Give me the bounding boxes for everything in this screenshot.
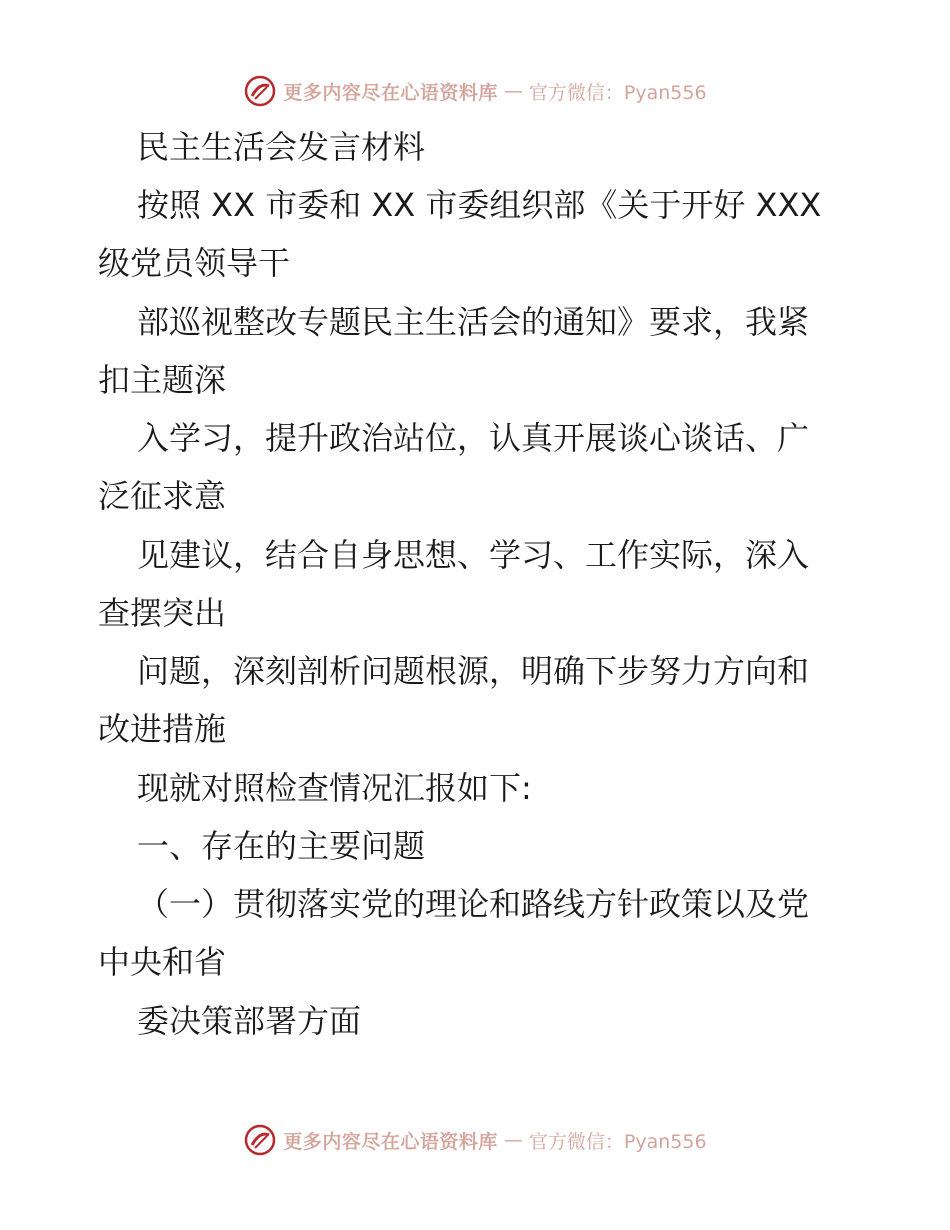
document-title: 民主生活会发言材料 [137,128,426,166]
watermark-text: 更多内容尽在心语资料库 [283,1130,498,1153]
paragraph-line: 扣主题深 [98,361,227,399]
watermark-wechat: 官方微信：Pyan556 [528,1130,707,1153]
section-heading: 一、存在的主要问题 [137,827,426,865]
watermark-dash: — [503,1129,523,1151]
watermark-logo-icon [243,1123,277,1157]
paragraph-line: 查摆突出 [98,594,227,632]
paragraph-line: 现就对照检查情况汇报如下: [137,769,532,807]
subsection-heading-cont: 委决策部署方面 [137,1002,362,1040]
subsection-heading-cont: 中央和省 [98,943,227,981]
paragraph-line: 见建议，结合自身思想、学习、工作实际，深入 [137,536,810,574]
paragraph-line: 级党员领导干 [98,244,291,282]
footer-watermark [0,1120,950,1160]
paragraph-line: 改进措施 [98,710,227,748]
paragraph-line: 泛征求意 [98,477,227,515]
watermark-wechat: 官方微信：Pyan556 [528,81,707,104]
paragraph-line: 部巡视整改专题民主生活会的通知》要求，我紧 [137,303,810,341]
watermark-text: 更多内容尽在心语资料库 [283,81,498,104]
subsection-heading: （一）贯彻落实党的理论和路线方针政策以及党 [137,885,810,923]
watermark-dash: — [503,80,523,102]
paragraph-line: 按照 XX 市委和 XX 市委组织部《关于开好 XXX [137,186,822,224]
paragraph-line: 入学习，提升政治站位，认真开展谈心谈话、广 [137,419,810,457]
paragraph-line: 问题，深刻剖析问题根源，明确下步努力方向和 [137,652,810,690]
